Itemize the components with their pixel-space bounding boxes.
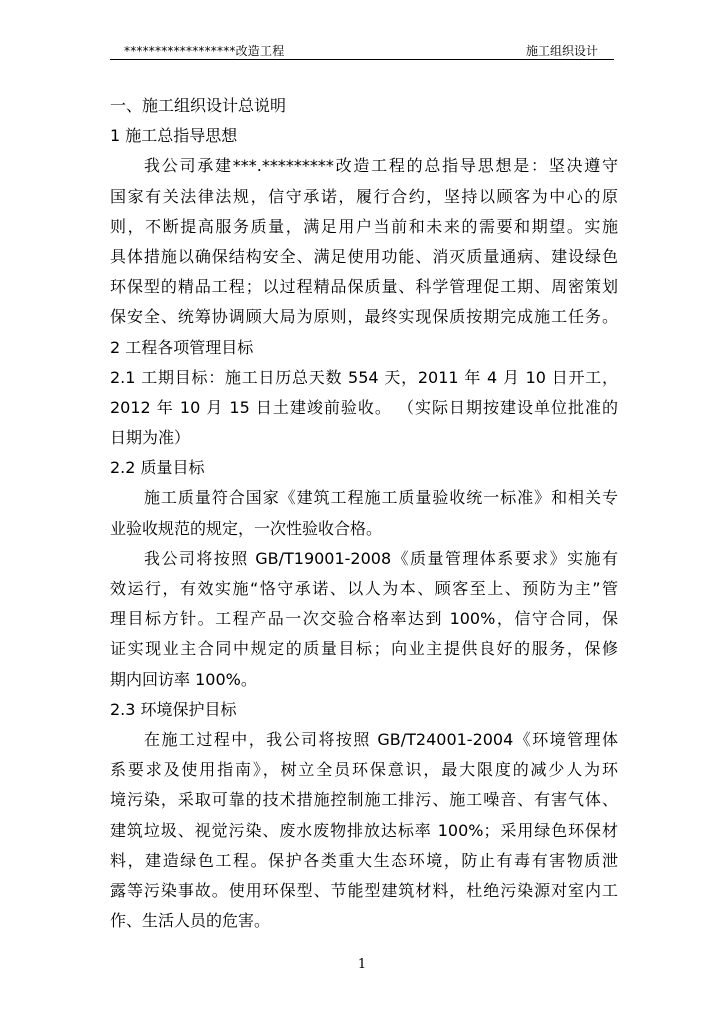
paragraph-line: 建筑垃圾、视觉污染、废水废物排放达标率 100%；采用绿色环保材	[110, 820, 618, 840]
paragraph-line: 2.1 工期目标：施工日历总天数 554 天，2011 年 4 月 10 日开工，	[110, 367, 618, 387]
page-number: 1	[357, 957, 367, 972]
paragraph-line: 料，建造绿色工程。保护各类重大生态环境，防止有毒有害物质泄	[110, 850, 618, 870]
paragraph-line: 期内回访率 100%。	[110, 669, 257, 689]
header-project-title: ******************改造工程	[124, 44, 285, 58]
paragraph-line: 系要求及使用指南》，树立全员环保意识，最大限度的减少人为环	[110, 760, 618, 780]
paragraph-line: 在施工过程中，我公司将按照 GB/T24001-2004《环境管理体	[144, 729, 618, 749]
paragraph-line: 作、生活人员的危害。	[110, 911, 271, 931]
section-heading: 一、施工组织设计总说明	[110, 96, 287, 115]
document-body	[110, 91, 618, 936]
paragraph-line: 我公司将按照 GB/T19001-2008《质量管理体系要求》实施有	[144, 548, 618, 568]
paragraph-line: 业验收规范的规定，一次性验收合格。	[110, 518, 383, 538]
paragraph-line: 施工质量符合国家《建筑工程施工质量验收统一标准》和相关专	[144, 488, 618, 508]
paragraph-line: 保安全、统筹协调顾大局为原则，最终实现保质按期完成施工任务。	[110, 307, 618, 327]
section-heading: 2.2 质量目标	[110, 458, 205, 478]
paragraph-line: 则，不断提高服务质量，满足用户当前和未来的需要和期望。实施	[110, 216, 618, 236]
section-heading: 2.3 环境保护目标	[110, 699, 237, 719]
paragraph-line: 国家有关法律法规，信守承诺，履行合约，坚持以顾客为中心的原	[110, 186, 618, 206]
paragraph-line: 具体措施以确保结构安全、满足使用功能、消灭质量通病、建设绿色	[110, 246, 618, 266]
paragraph-line: 日期为准）	[110, 428, 191, 448]
paragraph-line: 理目标方针。工程产品一次交验合格率达到 100%，信守合同，保	[110, 609, 618, 629]
section-heading: 2 工程各项管理目标	[110, 337, 254, 357]
paragraph-line: 境污染，采取可靠的技术措施控制施工排污、施工噪音、有害气体、	[110, 790, 618, 810]
page-header	[110, 43, 614, 60]
paragraph-line: 环保型的精品工程；以过程精品保质量、科学管理促工期、周密策划	[110, 277, 618, 297]
paragraph-line: 效运行，有效实施“恪守承诺、以人为本、顾客至上、预防为主”管	[110, 579, 618, 598]
paragraph-line: 露等污染事故。使用环保型、节能型建筑材料，杜绝污染源对室内工	[110, 880, 618, 900]
section-heading: 1 施工总指导思想	[110, 126, 238, 146]
paragraph-line: 我公司承建***.*********改造工程的总指导思想是：坚决遵守	[144, 156, 618, 176]
header-document-title: 施工组织设计	[525, 44, 598, 58]
paragraph-line: 证实现业主合同中规定的质量目标；向业主提供良好的服务，保修	[110, 639, 618, 659]
paragraph-line: 2012 年 10 月 15 日土建竣前验收。 （实际日期按建设单位批准的	[110, 397, 618, 417]
